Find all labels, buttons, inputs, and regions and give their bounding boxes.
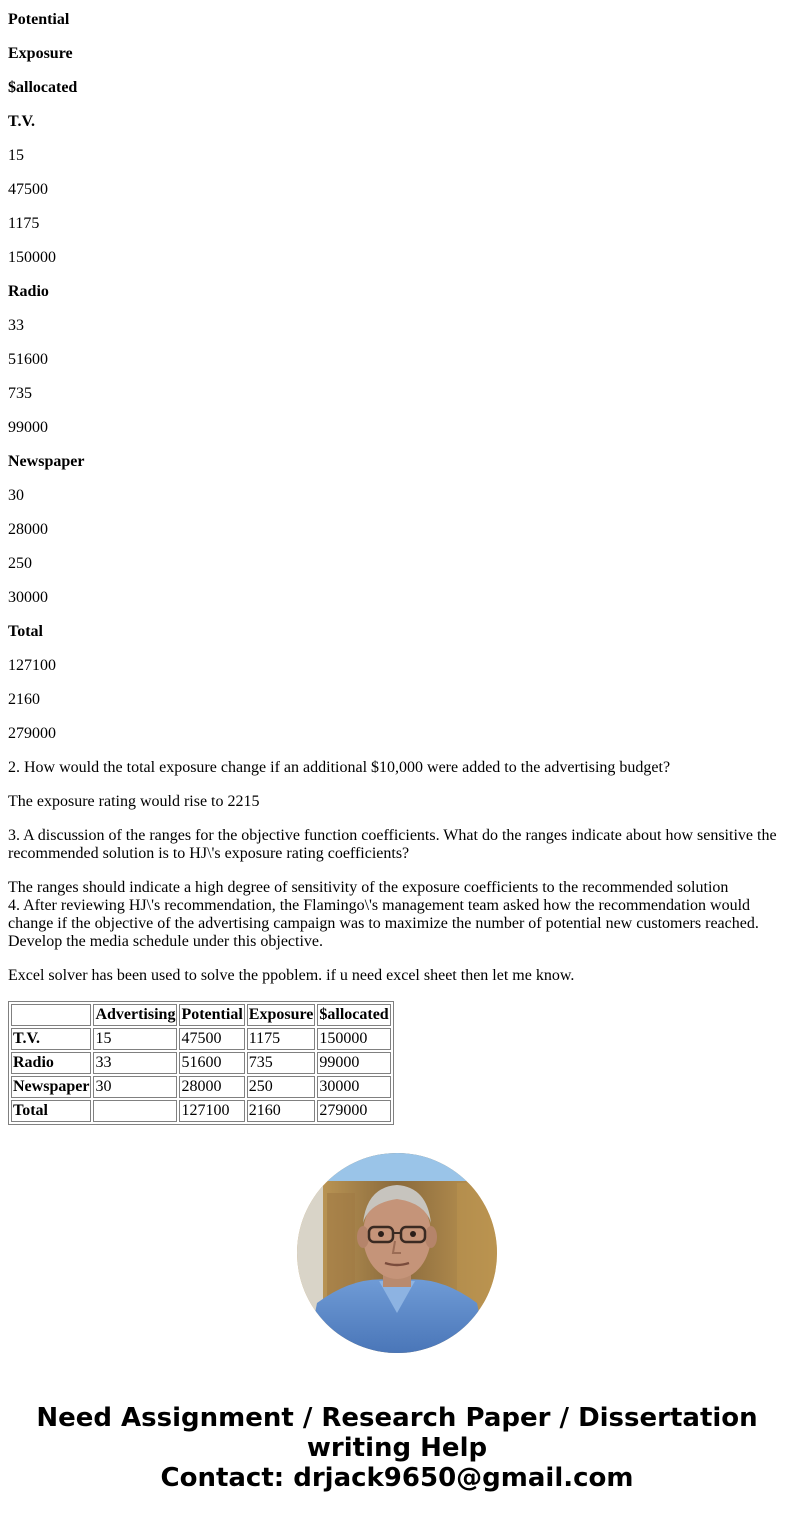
row-value: 15 xyxy=(8,147,24,164)
table-cell: 30 xyxy=(93,1076,177,1098)
table-row xyxy=(11,1076,391,1098)
row-label-newspaper: Newspaper xyxy=(8,453,85,470)
table-header-cell: $allocated xyxy=(317,1004,390,1026)
table-row-label: T.V. xyxy=(11,1028,91,1050)
table-cell: 279000 xyxy=(317,1100,390,1122)
table-cell xyxy=(93,1100,177,1122)
table-row xyxy=(11,1028,391,1050)
row-value: 33 xyxy=(8,317,24,334)
table-row xyxy=(11,1100,391,1122)
table-cell: 150000 xyxy=(317,1028,390,1050)
table-cell: 28000 xyxy=(179,1076,244,1098)
question-3: 3. A discussion of the ranges for the objective function coefficients. What do the ranges indicate about how sensitive the recommended solution is to HJ\'s exposure rating coefficients? xyxy=(8,827,777,862)
header-allocated: $allocated xyxy=(8,79,78,96)
table-header-cell: Potential xyxy=(179,1004,244,1026)
author-portrait-image xyxy=(297,1153,497,1353)
table-row-label: Total xyxy=(11,1100,91,1122)
row-label-total: Total xyxy=(8,623,43,640)
banner-line-1: Need Assignment / Research Paper / Dissertation xyxy=(36,1403,758,1433)
row-value: 30 xyxy=(8,487,24,504)
row-value: 30000 xyxy=(8,589,48,606)
table-cell: 47500 xyxy=(179,1028,244,1050)
contact-banner xyxy=(0,1403,794,1493)
answer-3: The ranges should indicate a high degree of sensitivity of the exposure coefficients to the recommended solution xyxy=(8,879,729,896)
results-table xyxy=(8,1001,394,1125)
row-value: 51600 xyxy=(8,351,48,368)
total-value: 279000 xyxy=(8,725,56,742)
row-value: 99000 xyxy=(8,419,48,436)
banner-line-2: writing Help xyxy=(306,1433,488,1463)
table-header-cell xyxy=(11,1004,91,1026)
table-cell: 33 xyxy=(93,1052,177,1074)
row-value: 47500 xyxy=(8,181,48,198)
row-value: 28000 xyxy=(8,521,48,538)
table-cell: 2160 xyxy=(247,1100,316,1122)
table-cell: 250 xyxy=(247,1076,316,1098)
total-value: 2160 xyxy=(8,691,40,708)
table-header-row xyxy=(11,1004,391,1026)
question-2: 2. How would the total exposure change if an additional $10,000 were added to the advertising budget? xyxy=(8,759,671,776)
table-header-cell: Advertising xyxy=(93,1004,177,1026)
table-cell: 99000 xyxy=(317,1052,390,1074)
row-value: 735 xyxy=(8,385,32,402)
table-row-label: Radio xyxy=(11,1052,91,1074)
banner-contact-email: Contact: drjack9650@gmail.com xyxy=(160,1463,634,1493)
table-cell: 15 xyxy=(93,1028,177,1050)
table-row-label: Newspaper xyxy=(11,1076,91,1098)
total-value: 127100 xyxy=(8,657,56,674)
table-row xyxy=(11,1052,391,1074)
table-header-cell: Exposure xyxy=(247,1004,316,1026)
header-potential: Potential xyxy=(8,11,70,28)
solver-note: Excel solver has been used to solve the ppoblem. if u need excel sheet then let me know. xyxy=(8,967,575,984)
table-cell: 51600 xyxy=(179,1052,244,1074)
row-label-tv: T.V. xyxy=(8,113,35,130)
table-cell: 127100 xyxy=(179,1100,244,1122)
row-value: 1175 xyxy=(8,215,40,232)
row-label-radio: Radio xyxy=(8,283,49,300)
header-exposure: Exposure xyxy=(8,45,73,62)
table-cell: 735 xyxy=(247,1052,316,1074)
answer-2: The exposure rating would rise to 2215 xyxy=(8,793,260,810)
table-cell: 30000 xyxy=(317,1076,390,1098)
row-value: 150000 xyxy=(8,249,56,266)
row-value: 250 xyxy=(8,555,32,572)
question-4: 4. After reviewing HJ\'s recommendation, the Flamingo\'s management team asked how the recommendation would change if the objective of the advertising campaign was to maximize the number of potential new customers reached. Develop the media schedule under this objective. xyxy=(8,897,759,950)
author-avatar xyxy=(297,1153,497,1353)
table-cell: 1175 xyxy=(247,1028,316,1050)
